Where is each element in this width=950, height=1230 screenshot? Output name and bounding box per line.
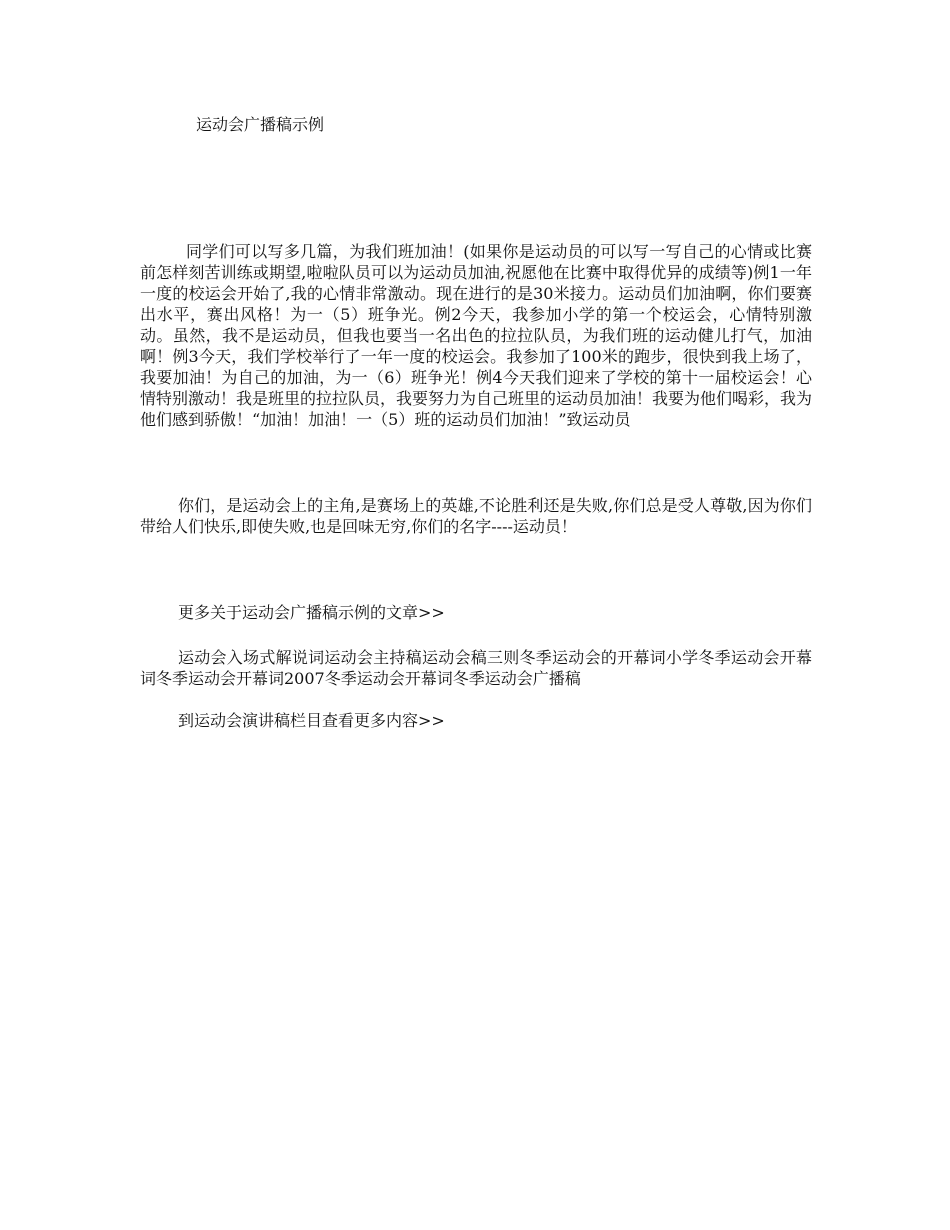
related-articles-links[interactable]: 运动会入场式解说词运动会主持稿运动会稿三则冬季运动会的开幕词小学冬季运动会开幕词冬季运动会开幕词2007冬季运动会开幕词冬季运动会广播稿 [140,648,812,688]
document-title: 运动会广播稿示例 [196,115,325,134]
athletes-paragraph: 你们，是运动会上的主角,是赛场上的英雄,不论胜利还是失败,你们总是受人尊敬,因为你们带给人们快乐,即使失败,也是回味无穷,你们的名字----运动员！ [140,496,812,536]
intro-paragraph: 同学们可以写多几篇，为我们班加油！(如果你是运动员的可以写一写自己的心情或比赛前怎样刻苦训练或期望,啦啦队员可以为运动员加油,祝愿他在比赛中取得优异的成绩等)例1一年一度的校运会开始了,我的心情非常激动。现在进行的是30米接力。运动员们加油啊，你们要赛出水平，赛出风格！为一（5）班争光。例2今天，我参加小学的第一个校运会，心情特别激动。虽然，我不是运动员，但我也要当一名出色的拉拉队员，为我们班的运动健儿打气，加油啊！例3今天，我们学校举行了一年一度的校运会。我参加了100米的跑步，很快到我上场了，我要加油！为自己的加油，为一（6）班争光！例4今天我们迎来了学校的第十一届校运会！心情特别激动！我是班里的拉拉队员，我要努力为自己班里的运动员加油！我要为他们喝彩，我为他们感到骄傲！“加油！加油！一（5）班的运动员们加油！”致运动员 [140,242,813,429]
column-link[interactable]: 到运动会演讲稿栏目查看更多内容>> [178,711,445,730]
more-articles-link[interactable]: 更多关于运动会广播稿示例的文章>> [178,603,445,622]
